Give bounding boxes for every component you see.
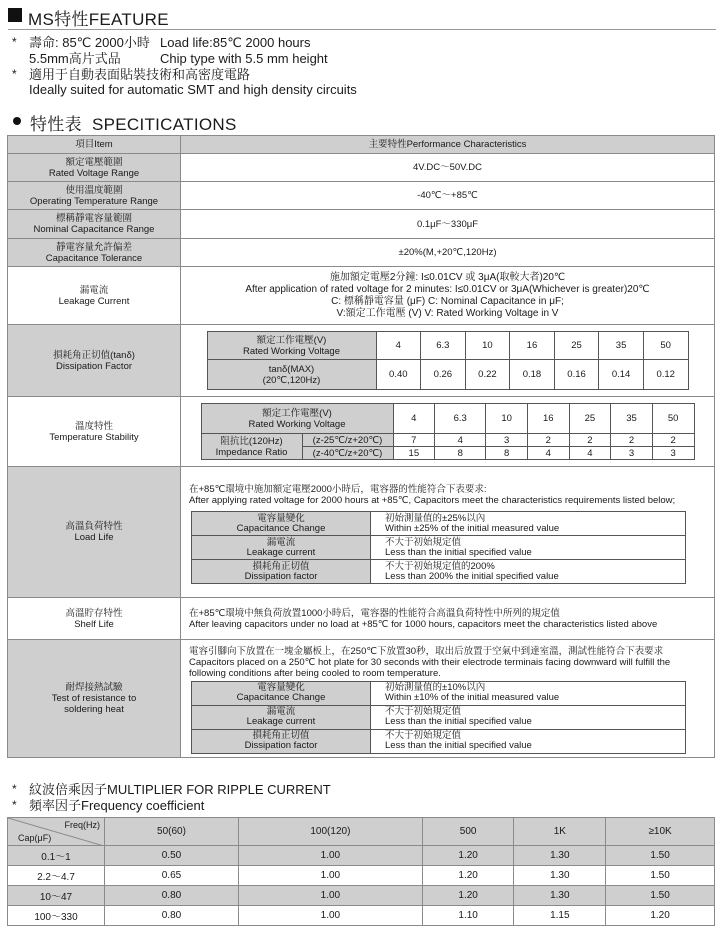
cond-cell: (z-40℃/z+20℃) bbox=[302, 447, 393, 460]
table-cell: 25 bbox=[569, 404, 611, 434]
multiplier-subtitle: 頻率因子Frequency coefficient bbox=[29, 798, 205, 813]
table-cell: 1.20 bbox=[422, 886, 514, 906]
para-en: After leaving capacitors under no load at +85℃ for 1000 hours, capacitors meet the characteristics listed above bbox=[189, 619, 658, 630]
cell-zh: 損耗角正切值 bbox=[252, 730, 310, 741]
label-zh: 靜電容量允許偏差 bbox=[55, 241, 132, 253]
table-cell: 4 bbox=[435, 434, 486, 447]
label-zh: 損耗角正切值(tanδ) bbox=[53, 349, 135, 361]
cell-en: Leakage current bbox=[246, 546, 316, 558]
load-life-table bbox=[191, 511, 686, 584]
temp-stability-value bbox=[181, 397, 715, 467]
table-cell: 35 bbox=[611, 404, 653, 434]
table-cell: 0.65 bbox=[105, 866, 239, 886]
cap-tolerance-label bbox=[8, 239, 181, 267]
table-row bbox=[192, 705, 686, 729]
cell-zh: 電容量變化 bbox=[257, 512, 305, 524]
bullet-dot-icon bbox=[13, 117, 21, 125]
label-en: Operating Temperature Range bbox=[29, 195, 159, 207]
table-row bbox=[8, 154, 715, 182]
table-row bbox=[8, 467, 715, 598]
table-cell: 10 bbox=[486, 404, 528, 434]
cell-en: Less than the initial specified value bbox=[385, 716, 532, 727]
table-cell: 0.50 bbox=[105, 846, 239, 866]
corner-cell bbox=[8, 818, 105, 846]
heading-line bbox=[12, 782, 712, 798]
soldering-label bbox=[8, 640, 181, 758]
label-zh: 高溫負荷特性 bbox=[65, 521, 123, 532]
freq-header: ≥10K bbox=[606, 818, 715, 846]
label-en: Load Life bbox=[74, 532, 114, 543]
cap-cell: 2.2～4.7 bbox=[8, 866, 105, 886]
tan-delta-header bbox=[207, 360, 376, 390]
leakage-line: 施加額定電壓2分鐘: I≤0.01CV 或 3μA(取較大者)20℃ bbox=[329, 271, 566, 283]
cell-en: Leakage current bbox=[246, 716, 316, 727]
soldering-value bbox=[181, 640, 715, 758]
table-row bbox=[201, 404, 694, 434]
para-en: Capacitors placed on a 250℃ hot plate for 30 seconds with their electrode terminais facing downward will fulfill the following conditions after being cooled to room temperature. bbox=[189, 656, 671, 679]
label-en: Dissipation Factor bbox=[55, 360, 133, 372]
table-cell: 1.50 bbox=[606, 846, 715, 866]
table-row bbox=[192, 536, 686, 560]
multiplier-table bbox=[7, 817, 715, 926]
key-cell bbox=[192, 729, 371, 753]
cell-zh: 不大于初始規定值的200% bbox=[385, 560, 495, 572]
key-cell bbox=[192, 536, 371, 560]
dissipation-value bbox=[181, 325, 715, 397]
shelf-life-label bbox=[8, 598, 181, 640]
cell-en: Rated Working Voltage bbox=[243, 345, 340, 357]
temp-stability-table bbox=[201, 403, 695, 460]
cell-zh: 初始測量值的±25%以內 bbox=[385, 512, 486, 524]
label-en: Temperature Stability bbox=[49, 431, 139, 443]
feature-text-zh: 適用于自動表面貼裝技術和高密度電路 bbox=[29, 67, 251, 82]
feature-item bbox=[12, 51, 712, 67]
cond-cell: (z-25℃/z+20℃) bbox=[302, 434, 393, 447]
leakage-line: C: 標稱靜電容量 (μF) C: Nominal Capacitance in μF; bbox=[331, 295, 564, 307]
feature-item bbox=[12, 82, 712, 98]
cell-en: (20℃,120Hz) bbox=[262, 374, 321, 386]
table-cell: 2 bbox=[569, 434, 611, 447]
dissipation-table bbox=[207, 331, 689, 390]
feature-item bbox=[12, 35, 712, 51]
label-zh: 高溫貯存特性 bbox=[65, 607, 123, 619]
label-zh: 溫度特性 bbox=[74, 420, 113, 432]
table-row bbox=[192, 729, 686, 753]
cell-en: Less than the initial specified value bbox=[385, 546, 532, 558]
label-en: Test of resistance to bbox=[51, 693, 137, 704]
label-zh: 額定電壓範圍 bbox=[65, 156, 123, 168]
temp-stability-label bbox=[8, 397, 181, 467]
table-cell: 6.3 bbox=[435, 404, 486, 434]
bullet-star: * bbox=[12, 798, 17, 812]
bullet-star: * bbox=[12, 67, 17, 81]
corner-bottom-label: Cap(μF) bbox=[18, 833, 52, 843]
spec-title bbox=[30, 110, 237, 135]
feature-text-en: Chip type with 5.5 mm height bbox=[160, 51, 328, 66]
cell-en: Capacitance Change bbox=[236, 522, 326, 534]
table-cell: 0.12 bbox=[643, 360, 688, 390]
key-cell bbox=[192, 705, 371, 729]
header-item: 項目Item bbox=[8, 136, 181, 154]
table-row bbox=[192, 560, 686, 584]
rated-voltage-header bbox=[207, 332, 376, 360]
spec-title-zh: 特性表 bbox=[30, 115, 82, 134]
para-zh: 電容引腳向下放置在一塊金屬板上，在250℃下放置30秒，取出后放置于空氣中到達室溫，測試性能符合下表要求 bbox=[189, 645, 664, 657]
cell-zh: 額定工作電壓(V) bbox=[256, 334, 327, 346]
cell-en: Rated Working Voltage bbox=[248, 418, 346, 430]
table-row bbox=[8, 210, 715, 239]
value-cell bbox=[371, 729, 686, 753]
table-cell: 50 bbox=[652, 404, 694, 434]
shelf-life-value bbox=[181, 598, 715, 640]
table-cell: 1.30 bbox=[514, 866, 606, 886]
label-zh: 使用溫度範圍 bbox=[65, 184, 123, 196]
freq-header: 1K bbox=[514, 818, 606, 846]
label-en: Capacitance Tolerance bbox=[45, 252, 143, 264]
table-cell: 0.80 bbox=[105, 906, 239, 926]
table-row bbox=[8, 325, 715, 397]
table-row bbox=[8, 397, 715, 467]
table-row bbox=[8, 182, 715, 210]
table-cell: 0.80 bbox=[105, 886, 239, 906]
table-cell: 1.00 bbox=[238, 846, 422, 866]
table-cell: 4 bbox=[393, 404, 435, 434]
para-zh: 在+85℃環境中施加額定電壓2000小時后，電容器的性能符合下表要求: bbox=[189, 484, 487, 495]
multiplier-heading bbox=[12, 782, 712, 814]
table-cell: 0.16 bbox=[554, 360, 599, 390]
leakage-value bbox=[181, 267, 715, 325]
table-cell: 0.22 bbox=[465, 360, 510, 390]
table-cell: 1.20 bbox=[606, 906, 715, 926]
value-cell bbox=[371, 536, 686, 560]
table-cell: 4 bbox=[569, 447, 611, 460]
table-cell: 1.20 bbox=[422, 846, 514, 866]
operating-temp-label bbox=[8, 182, 181, 210]
bullet-star: * bbox=[12, 782, 17, 796]
header-perf: 主要特性Performance Characteristics bbox=[181, 136, 715, 154]
table-row bbox=[8, 866, 715, 886]
cell-zh: 損耗角正切值 bbox=[252, 560, 310, 572]
feature-item bbox=[12, 67, 712, 82]
cell-zh: 漏電流 bbox=[266, 536, 296, 548]
freq-header: 500 bbox=[422, 818, 514, 846]
value-cell bbox=[371, 512, 686, 536]
soldering-table bbox=[191, 681, 686, 754]
table-cell: 16 bbox=[527, 404, 569, 434]
table-cell: 16 bbox=[510, 332, 555, 360]
table-row bbox=[8, 846, 715, 866]
divider bbox=[8, 29, 716, 30]
leakage-line: V:額定工作電壓 (V) V: Rated Working Voltage in V bbox=[336, 307, 559, 319]
rated-voltage-value: 4V.DC～50V.DC bbox=[181, 154, 715, 182]
cell-zh: 不大于初始規定值 bbox=[385, 706, 462, 717]
table-cell: 0.14 bbox=[599, 360, 644, 390]
table-row bbox=[201, 434, 694, 447]
multiplier-title: 紋波倍乘因子MULTIPLIER FOR RIPPLE CURRENT bbox=[29, 782, 331, 797]
shelf-life-paragraph bbox=[181, 604, 714, 633]
table-row bbox=[8, 267, 715, 325]
impedance-header bbox=[201, 434, 302, 460]
table-cell: 3 bbox=[611, 447, 653, 460]
cell-en: Less than the initial specified value bbox=[385, 740, 532, 751]
load-life-value bbox=[181, 467, 715, 598]
value-cell bbox=[371, 705, 686, 729]
label-en: Rated Voltage Range bbox=[48, 167, 140, 179]
table-cell: 4 bbox=[527, 447, 569, 460]
nominal-cap-value: 0.1μF～330μF bbox=[181, 210, 715, 239]
cell-zh: 不大于初始規定值 bbox=[385, 536, 462, 548]
table-cell: 10 bbox=[465, 332, 510, 360]
cell-zh: 電容量變化 bbox=[257, 682, 305, 693]
spec-title-en: SPECITICATIONS bbox=[91, 115, 237, 134]
table-cell: 35 bbox=[599, 332, 644, 360]
cell-zh: 阻抗比(120Hz) bbox=[220, 435, 283, 447]
table-cell: 1.00 bbox=[238, 886, 422, 906]
table-row bbox=[207, 360, 688, 390]
heading-line bbox=[12, 798, 712, 814]
table-row bbox=[192, 512, 686, 536]
cell-en: Less than 200% the initial specified value bbox=[385, 570, 559, 582]
table-cell: 3 bbox=[652, 447, 694, 460]
table-row bbox=[8, 818, 715, 846]
cell-zh: 漏電流 bbox=[266, 706, 296, 717]
table-cell: 0.26 bbox=[421, 360, 466, 390]
cell-en: Within ±10% of the initial measured value bbox=[385, 692, 560, 703]
table-row bbox=[8, 598, 715, 640]
label-zh: 漏電流 bbox=[79, 284, 109, 296]
cap-cell: 10～47 bbox=[8, 886, 105, 906]
leakage-label bbox=[8, 267, 181, 325]
feature-title: MS特性FEATURE bbox=[28, 10, 169, 29]
table-row bbox=[8, 640, 715, 758]
cell-en: Within ±25% of the initial measured value bbox=[385, 522, 560, 534]
value-cell bbox=[371, 681, 686, 705]
cell-zh: tanδ(MAX) bbox=[268, 363, 315, 375]
table-cell: 50 bbox=[643, 332, 688, 360]
para-en: After applying rated voltage for 2000 hours at +85℃, Capacitors meet the characteristics requirements listed below; bbox=[189, 495, 676, 506]
bullet-star: * bbox=[12, 35, 17, 49]
table-cell: 1.10 bbox=[422, 906, 514, 926]
feature-text-zh: 5.5mm高片式品 bbox=[29, 51, 121, 66]
table-cell: 1.00 bbox=[238, 906, 422, 926]
cell-en: Capacitance Change bbox=[236, 692, 326, 703]
table-cell: 6.3 bbox=[421, 332, 466, 360]
key-cell bbox=[192, 512, 371, 536]
load-life-paragraph bbox=[181, 480, 714, 511]
table-cell: 1.15 bbox=[514, 906, 606, 926]
freq-header: 100(120) bbox=[238, 818, 422, 846]
table-cell: 8 bbox=[435, 447, 486, 460]
feature-text-en: Ideally suited for automatic SMT and high density circuits bbox=[29, 82, 357, 97]
label-zh: 耐焊接熱試驗 bbox=[65, 682, 123, 693]
cell-zh: 初始測量值的±10%以內 bbox=[385, 682, 486, 693]
cap-cell: 100～330 bbox=[8, 906, 105, 926]
table-cell: 2 bbox=[652, 434, 694, 447]
table-row bbox=[8, 136, 715, 154]
feature-list bbox=[12, 35, 712, 98]
label-en: soldering heat bbox=[64, 704, 124, 715]
table-cell: 2 bbox=[527, 434, 569, 447]
corner-top-label: Freq(Hz) bbox=[64, 820, 100, 830]
cap-tolerance-value: ±20%(M,+20℃,120Hz) bbox=[181, 239, 715, 267]
table-cell: 8 bbox=[486, 447, 528, 460]
cap-cell: 0.1～1 bbox=[8, 846, 105, 866]
table-cell: 1.30 bbox=[514, 886, 606, 906]
table-cell: 0.18 bbox=[510, 360, 555, 390]
table-cell: 1.30 bbox=[514, 846, 606, 866]
feature-text-zh: 壽命: 85℃ 2000小時 bbox=[29, 35, 150, 50]
feature-text-en: Load life:85℃ 2000 hours bbox=[160, 35, 311, 50]
table-cell: 1.00 bbox=[238, 866, 422, 886]
rated-voltage-header bbox=[201, 404, 393, 434]
dissipation-label bbox=[8, 325, 181, 397]
value-cell bbox=[371, 560, 686, 584]
cell-zh: 不大于初始規定值 bbox=[385, 730, 462, 741]
table-cell: 25 bbox=[554, 332, 599, 360]
label-en: Leakage Current bbox=[58, 295, 130, 307]
table-cell: 0.40 bbox=[376, 360, 421, 390]
table-cell: 7 bbox=[393, 434, 435, 447]
label-zh: 標稱靜電容量範圍 bbox=[55, 213, 132, 224]
spec-table bbox=[7, 135, 715, 758]
cell-en: Dissipation factor bbox=[244, 570, 318, 582]
table-row bbox=[8, 906, 715, 926]
freq-header: 50(60) bbox=[105, 818, 239, 846]
section-square-icon bbox=[8, 8, 22, 22]
table-cell: 1.20 bbox=[422, 866, 514, 886]
operating-temp-value: -40℃～+85℃ bbox=[181, 182, 715, 210]
table-row bbox=[207, 332, 688, 360]
table-row bbox=[8, 239, 715, 267]
soldering-paragraph bbox=[181, 644, 714, 681]
table-cell: 3 bbox=[486, 434, 528, 447]
cell-zh: 額定工作電壓(V) bbox=[262, 407, 332, 419]
table-row bbox=[192, 681, 686, 705]
table-cell: 2 bbox=[611, 434, 653, 447]
table-row bbox=[8, 886, 715, 906]
cell-en: Impedance Ratio bbox=[215, 446, 288, 458]
load-life-label bbox=[8, 467, 181, 598]
table-cell: 1.50 bbox=[606, 886, 715, 906]
label-en: Nominal Capacitance Range bbox=[33, 224, 155, 235]
key-cell bbox=[192, 560, 371, 584]
cell-en: Dissipation factor bbox=[244, 740, 318, 751]
rated-voltage-label bbox=[8, 154, 181, 182]
para-zh: 在+85℃環境中無負荷放置1000小時后，電容器的性能符合高溫負荷特性中所列的規定值 bbox=[189, 608, 560, 619]
nominal-cap-label bbox=[8, 210, 181, 239]
key-cell bbox=[192, 681, 371, 705]
leakage-line: After application of rated voltage for 2 minutes: I≤0.01CV or 3μA(Whichever is greater)20℃ bbox=[245, 283, 650, 295]
table-cell: 15 bbox=[393, 447, 435, 460]
label-en: Shelf Life bbox=[74, 618, 114, 630]
table-cell: 4 bbox=[376, 332, 421, 360]
table-cell: 1.50 bbox=[606, 866, 715, 886]
